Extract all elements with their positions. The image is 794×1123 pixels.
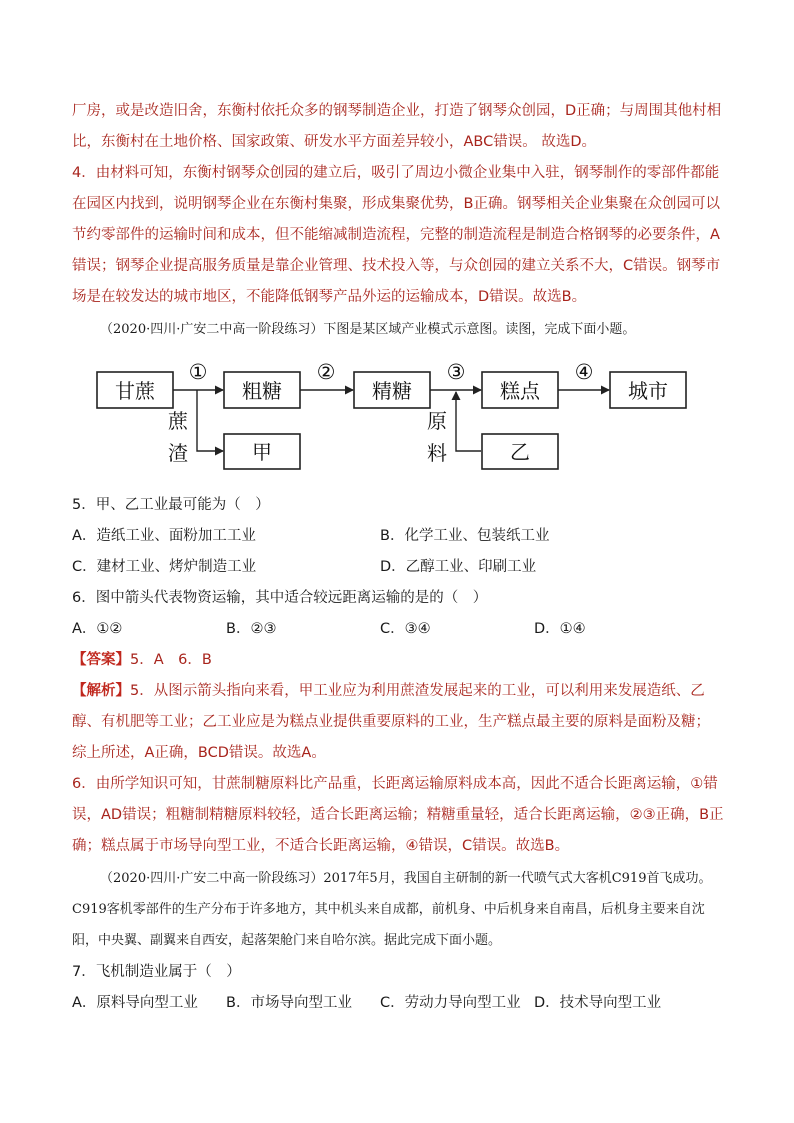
side-label-material-2: 料 xyxy=(427,441,447,465)
analysis-q5 xyxy=(72,676,724,769)
box-label-city: 城市 xyxy=(628,379,668,403)
q6-option-d[interactable]: D．①④ xyxy=(534,621,586,637)
q7-option-c[interactable]: C．劳动力导向型工业 xyxy=(380,995,521,1011)
prev-answer-tail: 厂房，或是改造旧舍，东衡村依托众多的钢琴制造企业，打造了钢琴众创园，D正确；与周围其他村相比，东衡村在土地价格、国家政策、研发水平方面差异较小，ABC错误。 故选D。 xyxy=(72,103,722,150)
box-label-raw-sugar: 粗糖 xyxy=(242,379,282,403)
side-label-bagasse-2: 渣 xyxy=(168,441,188,465)
q5-option-c[interactable]: C．建材工业、烤炉制造工业 xyxy=(72,559,257,575)
diagram-intro: （2020·四川·广安二中高一阶段练习）下图是某区域产业模式示意图。读图，完成下面小题。 xyxy=(100,322,636,337)
q6-option-a[interactable]: A．①② xyxy=(72,621,123,637)
analysis-q6: 6．由所学知识可知，甘蔗制糖原料比产品重，长距离运输原料成本高，因此不适合长距离运输，①错误，AD错误；粗糖制精糖原料较轻，适合长距离运输；精糖重量轻，适合长距离运输，②③正确，B正确；糕点属于市场导向型工业，不适合长距离运输，④错误，C错误。故选B。 xyxy=(72,776,724,854)
side-label-material-1: 原 xyxy=(427,409,447,433)
industry-chain-diagram xyxy=(90,356,700,478)
q6-stem: 6．图中箭头代表物资运输，其中适合较远距离运输的是的（ ） xyxy=(72,590,488,606)
box-label-pastry: 糕点 xyxy=(500,379,540,403)
q4-analysis: 4．由材料可知，东衡村钢琴众创园的建立后，吸引了周边小微企业集中入驻，钢琴制作的零部件都能在园区内找到，说明钢琴企业在东衡村集聚，形成集聚优势，B正确。钢琴相关企业集聚在众创园可以节约零部件的运输时间和成本，但不能缩减制造流程，完整的制造流程是制造合格钢琴的必要条件，A错误；钢琴企业提高服务质量是靠企业管理、技术投入等，与众创园的建立关系不大，C错误。钢琴市场是在较发达的城市地区，不能降低钢琴产品外运的运输成本，D错误。故选B。 xyxy=(72,165,721,305)
box-label-yi: 乙 xyxy=(510,440,530,464)
box-label-jia: 甲 xyxy=(252,440,272,464)
analysis-tag: 【解析】 xyxy=(72,683,130,699)
box-label-sugarcane: 甘蔗 xyxy=(115,379,155,403)
arrow-label-4: ④ xyxy=(574,360,594,384)
q7-stem: 7．飞机制造业属于（ ） xyxy=(72,964,241,980)
answer-line xyxy=(72,645,212,676)
arrow-label-3: ③ xyxy=(446,360,466,384)
q5-option-b[interactable]: B．化学工业、包装纸工业 xyxy=(380,528,550,544)
q6-option-b[interactable]: B．②③ xyxy=(226,621,277,637)
q5-option-d[interactable]: D．乙醇工业、印刷工业 xyxy=(380,559,537,575)
answer-tag: 【答案】 xyxy=(72,652,130,668)
arrow-bagasse xyxy=(197,390,223,451)
q7-option-a[interactable]: A．原料导向型工业 xyxy=(72,995,198,1011)
q7-option-d[interactable]: D．技术导向型工业 xyxy=(534,995,662,1011)
c919-intro: （2020·四川·广安二中高一阶段练习）2017年5月，我国自主研制的新一代喷气式大客机C919首飞成功。C919客机零部件的生产分布于许多地方，其中机头来自成都，前机身、中后机身来自南昌，后机身主要来自沈阳，中央翼、副翼来自西安，起落架舱门来自哈尔滨。据此完成下面小题。 xyxy=(72,871,712,948)
q7-option-b[interactable]: B．市场导向型工业 xyxy=(226,995,352,1011)
box-label-refined-sugar: 精糖 xyxy=(372,379,412,403)
side-label-bagasse-1: 蔗 xyxy=(168,409,188,433)
arrow-label-2: ② xyxy=(316,360,336,384)
q5-stem: 5．甲、乙工业最可能为（ ） xyxy=(72,497,270,513)
arrow-material xyxy=(456,392,481,451)
q5-option-a[interactable]: A．造纸工业、面粉加工工业 xyxy=(72,528,256,544)
q6-option-c[interactable]: C．③④ xyxy=(380,621,431,637)
analysis-q5-text: 5．从图示箭头指向来看，甲工业应为利用蔗渣发展起来的工业，可以利用来发展造纸、乙醇、有机肥等工业；乙工业应是为糕点业提供重要原料的工业，生产糕点最主要的原料是面粉及糖；综上所述，A正确，BCD错误。故选A。 xyxy=(72,683,710,761)
answer-text: 5．A 6．B xyxy=(130,652,212,668)
arrow-label-1: ① xyxy=(188,360,208,384)
